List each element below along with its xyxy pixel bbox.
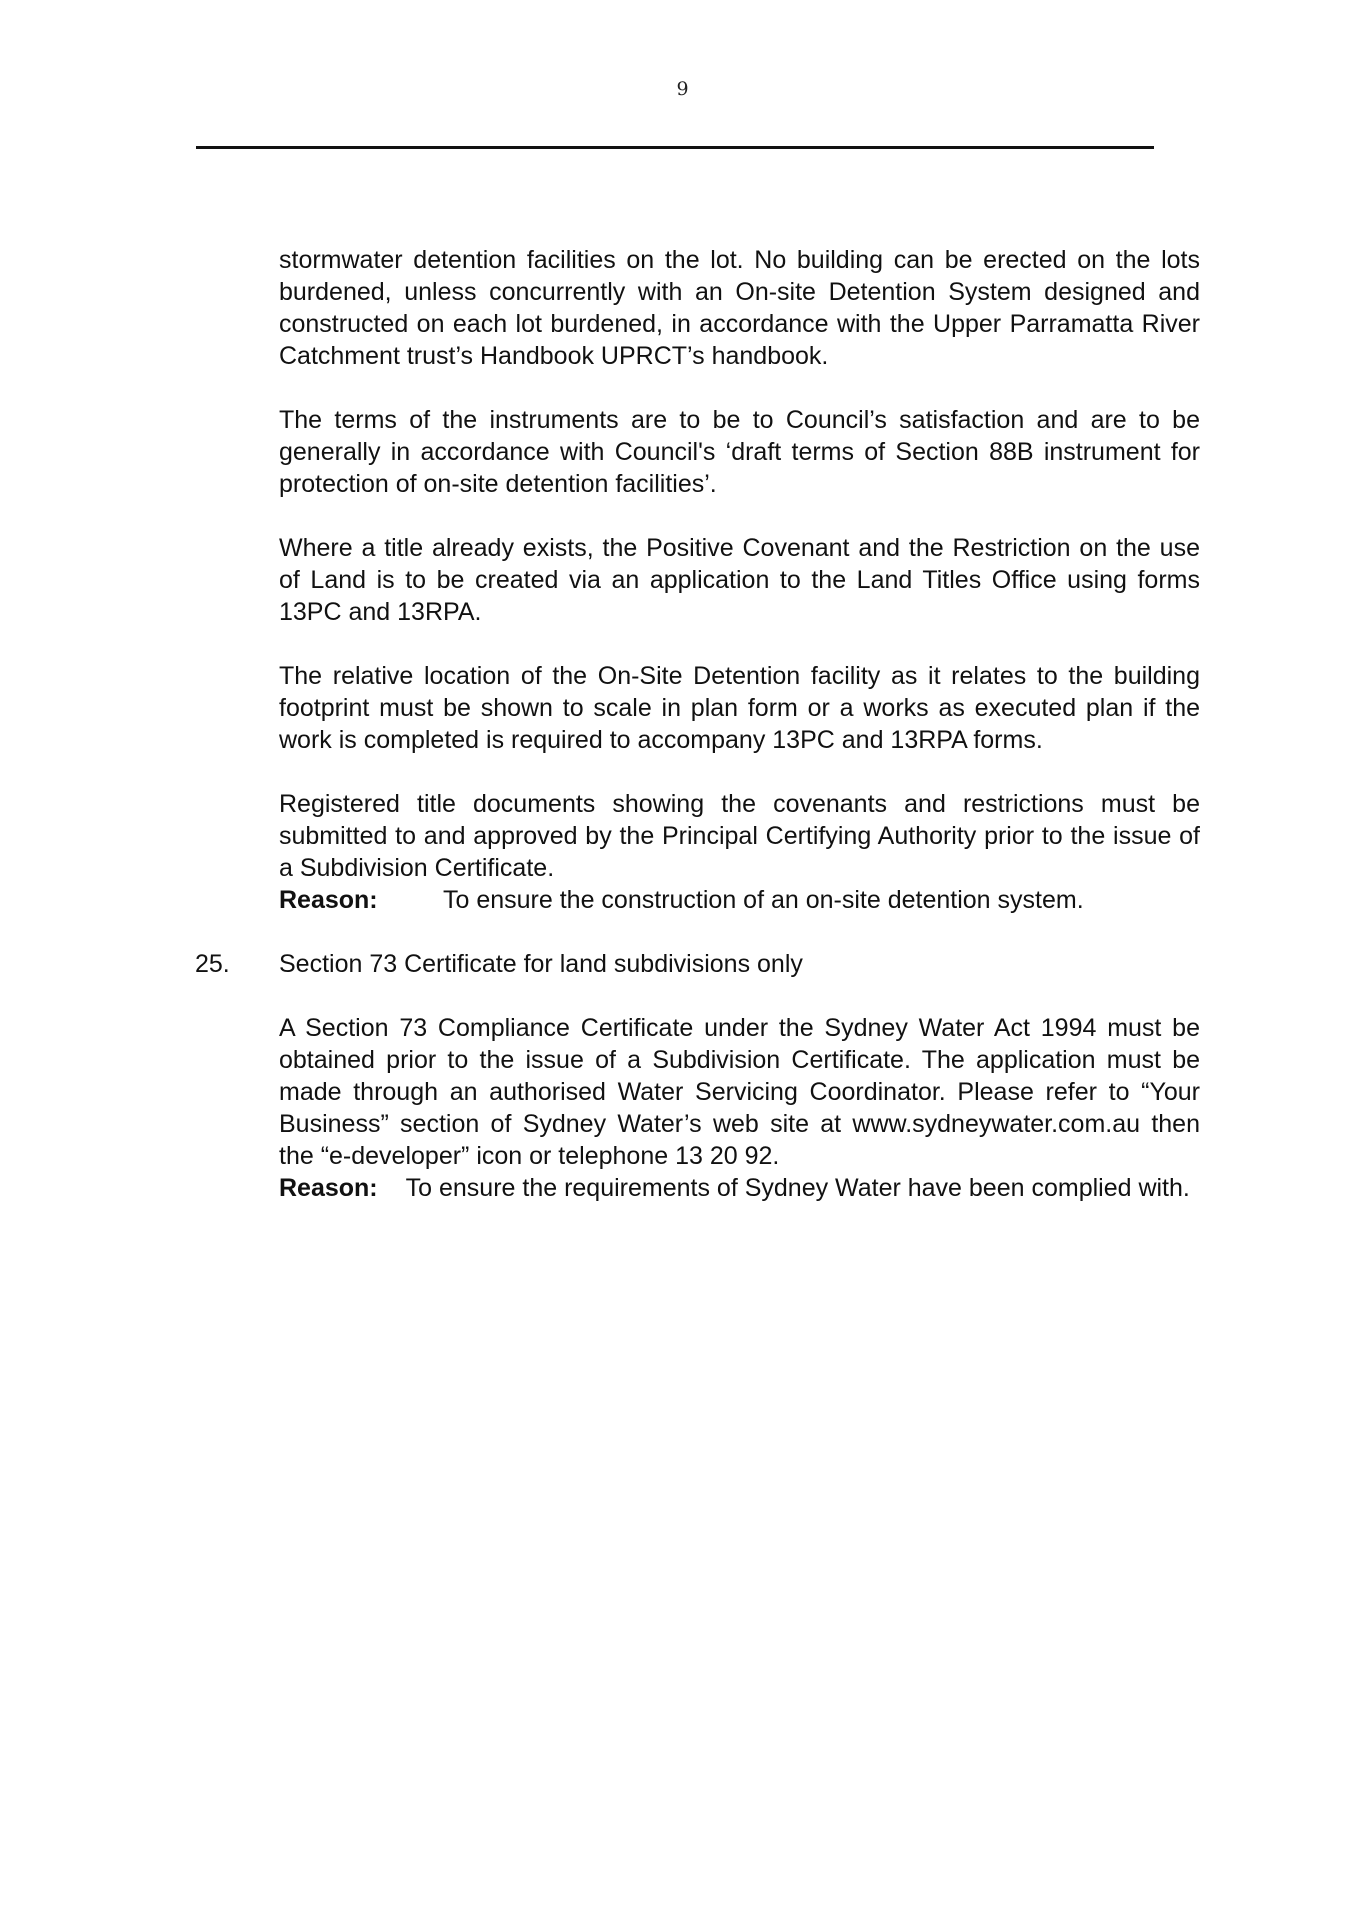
page-number: 9 — [676, 78, 689, 100]
condition-title: Section 73 Certificate for land subdivisions only — [279, 950, 803, 978]
reason-sydney-water — [279, 1172, 1200, 1204]
paragraph-osd-location: The relative location of the On-Site Detention facility as it relates to the building footprint must be shown to scale in plan form or a works as executed plan if the work is completed is required to accompany 13PC and 13RPA forms. — [279, 662, 1200, 754]
paragraph-stormwater-detention: stormwater detention facilities on the lot. No building can be erected on the lots burdened, unless concurrently with an On-site Detention System designed and constructed on each lot burdened, in accordance with the Upper Parramatta River Catchment trust’s Handbook UPRCT’s handbook. — [279, 246, 1200, 370]
paragraph-instrument-terms: The terms of the instruments are to be to Council’s satisfaction and are to be generally in accordance with Council's ‘draft terms of Section 88B instrument for protection of on-site detention facilities’. — [279, 406, 1200, 498]
document-body — [195, 244, 1200, 1236]
reason-text: To ensure the construction of an on-site detention system. — [443, 886, 1084, 914]
reason-osd — [279, 884, 1200, 916]
header-rule — [196, 146, 1154, 149]
condition-number: 25. — [195, 950, 230, 978]
paragraph-existing-title: Where a title already exists, the Positive Covenant and the Restriction on the use of Land is to be created via an application to the Land Titles Office using forms 13PC and 13RPA. — [279, 534, 1200, 626]
paragraph-registered-title: Registered title documents showing the covenants and restrictions must be submitted to and approved by the Principal Certifying Authority prior to the issue of a Subdivision Certificate. — [279, 790, 1200, 882]
condition-item-25-heading — [195, 948, 1200, 980]
reason-label: Reason: — [279, 886, 378, 914]
reason-label: Reason: — [279, 1174, 378, 1202]
paragraph-section-73: A Section 73 Compliance Certificate under the Sydney Water Act 1994 must be obtained prior to the issue of a Subdivision Certificate. The application must be made through an authorised Water Servicing Coordinator. Please refer to “Your Business” section of Sydney Water’s web site at www.sydneywater.com.au then the “e-developer” icon or telephone 13 20 92. — [279, 1014, 1200, 1170]
reason-text: To ensure the requirements of Sydney Water have been complied with. — [405, 1174, 1190, 1202]
